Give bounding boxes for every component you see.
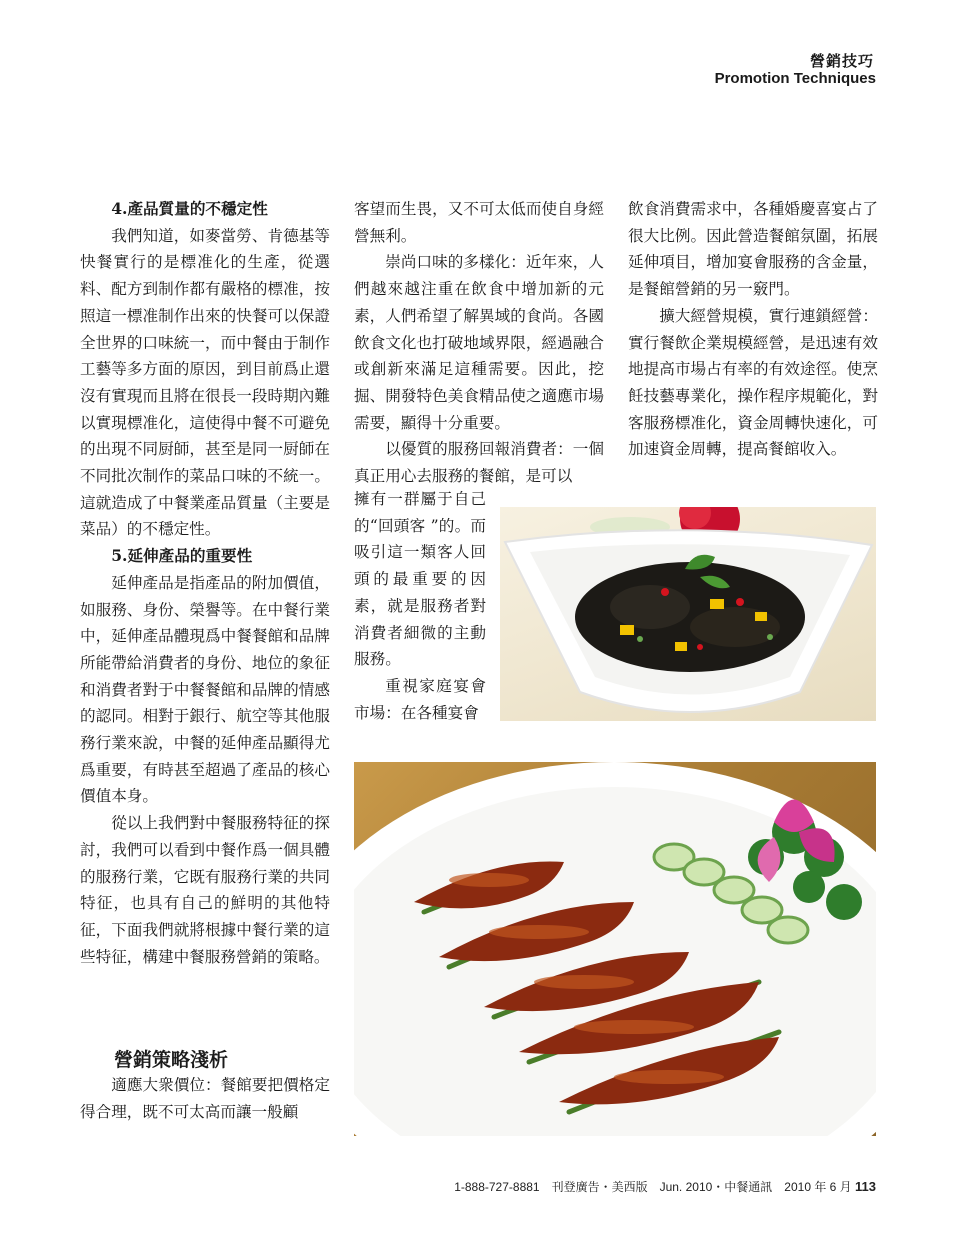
paragraph: 延伸產品是指產品的附加價值，如服務、身份、榮譽等。在中餐行業中，延伸產品體現爲中餐餐館和品牌所能帶給消費者的身份、地位的象征和消費者對于中餐餐館和品牌的情感的認同。相對于銀行、航空等其他服務行業來說，中餐的延伸產品顯得尤爲重要，有時甚至超過了產品的核心價值本身。 xyxy=(80,573,330,806)
section-title: 營銷策略淺析 xyxy=(114,1049,229,1071)
paragraph: 重視家庭宴會市場：在各種宴會 xyxy=(354,676,486,722)
section-header-zh: 營銷技巧 xyxy=(809,52,874,70)
column-1 xyxy=(80,196,330,970)
column-2 xyxy=(354,196,604,490)
paragraph: 從以上我們對中餐服務特征的探討，我們可以看到中餐作爲一個具體的服務行業，它既有服務行業的共同特征，也具有自己的鮮明的其他特征，下面我們就將根據中餐行業的這些特征，構建中餐服務營銷的策略。 xyxy=(80,814,330,966)
column-2-wrap xyxy=(354,486,486,726)
glazed-eggplant-illustration xyxy=(354,762,876,1136)
paragraph: 擴大經營規模，實行連鎖經營：實行餐飲企業規模經營，是迅速有效地提高市場占有率的有效途徑。使烹飪技藝專業化，操作程序規範化，對客服務標准化，資金周轉快速化，可加速資金周轉，提高餐館收入。 xyxy=(628,306,878,459)
photo-fungus-salad xyxy=(500,507,876,721)
column-1-continued xyxy=(80,1072,330,1125)
column-3 xyxy=(628,196,878,463)
page-footer xyxy=(454,1178,876,1195)
paragraph: 我們知道，如麥當勞、肯德基等快餐實行的是標准化的生產，從選料、配方到制作都有嚴格的標准，按照這一標准制作出來的快餐可以保證全世界的口味統一，而中餐由于制作工藝等多方面的原因，到目前爲止還沒有實現而且將在很長一段時期內難以實現標准化，這使得中餐不可避免的出現不同厨師，甚至是同一厨師在不同批次制作的菜品口味的不統一。這就造成了中餐業產品質量（主要是菜品）的不穩定性。 xyxy=(80,226,330,539)
paragraph: 適應大衆價位：餐館要把價格定得合理，既不可太高而讓一般顧 xyxy=(80,1076,330,1121)
paragraph: 以優質的服務回報消費者：一個真正用心去服務的餐館，是可以 xyxy=(354,440,604,486)
footer-text: 1-888-727-8881 刊登廣告・美西版 Jun. 2010・中餐通訊 2010 年 6 月 xyxy=(454,1180,852,1194)
paragraph: 崇尚口味的多樣化：近年來，人們越來越注重在飲食中增加新的元素，人們希望了解異域的食尚。各國飲食文化也打破地域界限，經過融合或創新來滿足這種需要。因此，挖掘、開發特色美食精品使之適應市場需要，顯得十分重要。 xyxy=(354,253,604,432)
paragraph: 客望而生畏，又不可太低而使自身經營無利。 xyxy=(354,200,604,245)
photo-glazed-eggplant xyxy=(354,762,876,1136)
subheading-5: 5.延伸產品的重要性 xyxy=(111,546,253,566)
paragraph: 飲食消費需求中，各種婚慶喜宴占了很大比例。因此營造餐館氛圍，拓展延伸項目，增加宴會服務的含金量，是餐館營銷的另一竅門。 xyxy=(628,200,878,299)
paragraph: 擁有一群屬于自己的“回頭客 ”的。而吸引這一類客人回頭的最重要的因素，就是服務者對消費者細微的主動服務。 xyxy=(354,490,486,669)
section-header-en: Promotion Techniques xyxy=(714,70,876,87)
page-number: 113 xyxy=(855,1179,876,1194)
fungus-salad-illustration xyxy=(500,507,876,721)
subheading-4: 4.產品質量的不穩定性 xyxy=(111,199,268,218)
